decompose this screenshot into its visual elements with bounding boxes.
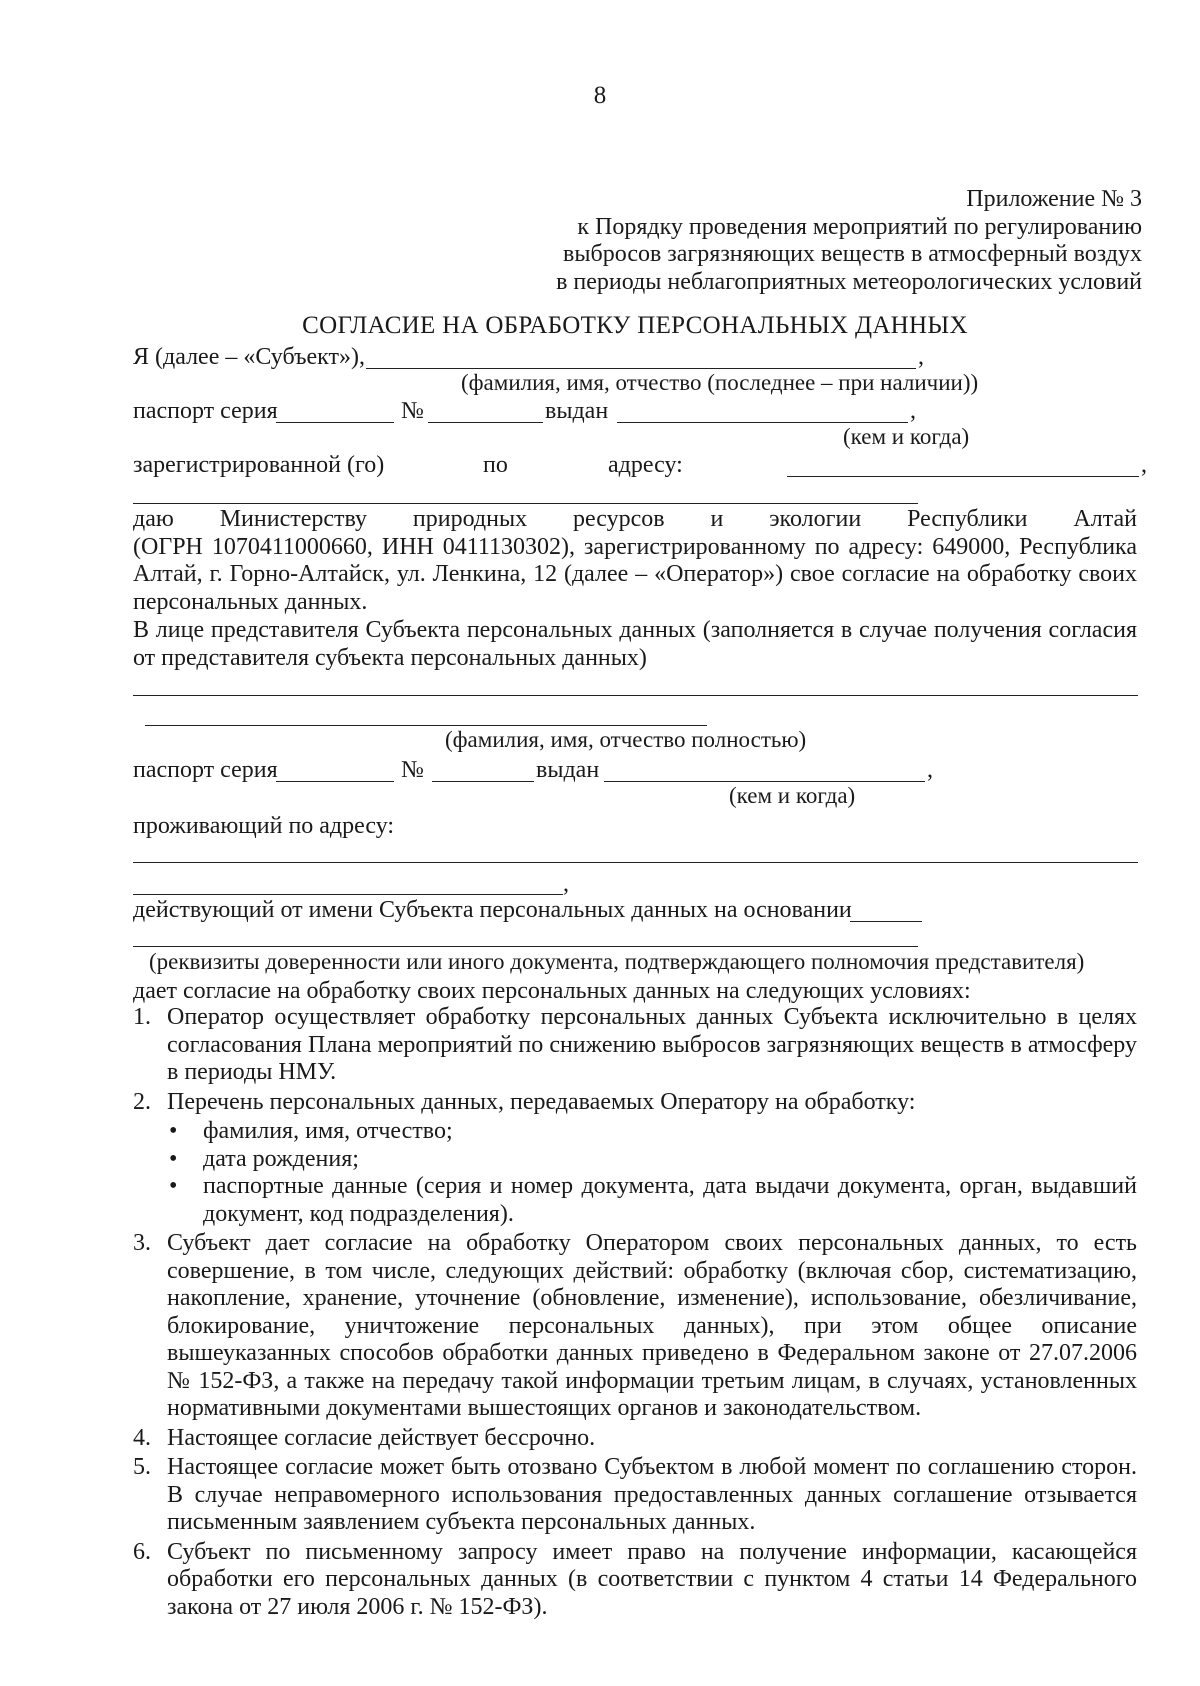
item-number: 4. <box>133 1424 151 1451</box>
passport-series-label: паспорт серия <box>133 398 278 424</box>
list-item <box>133 1089 1137 1117</box>
passport-series-field[interactable] <box>276 422 394 423</box>
bullet-item <box>133 1118 1137 1146</box>
bullet-icon: • <box>169 1145 178 1172</box>
rep-passport-number-field[interactable] <box>432 781 534 782</box>
comma: , <box>910 398 916 424</box>
basis-field-2[interactable] <box>133 946 918 947</box>
address-label: адресу: <box>608 452 683 478</box>
comma: , <box>918 344 924 370</box>
rep-passport-series-field[interactable] <box>276 781 394 782</box>
consent-line-1: даю Министерству природных ресурсов и экологии Республики Алтай <box>133 506 1137 532</box>
representative-intro: В лице представителя Субъекта персональных данных (заполняется в случае получения согласия от представителя субъекта персональных данных) <box>133 617 1137 671</box>
passport-number-field[interactable] <box>428 422 543 423</box>
residing-label: проживающий по адресу: <box>133 813 395 839</box>
item-number: 1. <box>133 1004 151 1030</box>
bullet-text: паспортные данные (серия и номер документа, дата выдачи документа, орган, выдавший документ, код подразделения). <box>203 1173 1137 1227</box>
po-label: по <box>483 452 508 478</box>
appendix-line: Приложение № 3 <box>966 186 1142 212</box>
rep-address-field[interactable] <box>133 862 1138 863</box>
appendix-header <box>556 186 1142 296</box>
list-item <box>133 1539 1137 1622</box>
bullet-icon: • <box>169 1118 178 1144</box>
item-number: 3. <box>133 1230 151 1256</box>
issued-by-field[interactable] <box>617 422 908 423</box>
list-item <box>133 1230 1137 1423</box>
number-sign: № <box>401 398 424 424</box>
subject-fio-field[interactable] <box>366 368 916 369</box>
item-number: 5. <box>133 1454 151 1480</box>
passport-series-label: паспорт серия <box>133 757 278 783</box>
item-text: Субъект по письменному запросу имеет право на получение информации, касающейся обработки его персональных данных (в соответствии с пунктом 4 статьи 14 Федерального закона от 27 июля 2006 г. № 152-ФЗ). <box>167 1538 1137 1620</box>
fio-full-note: (фамилия, имя, отчество полностью) <box>445 727 807 752</box>
fio-note: (фамилия, имя, отчество (последнее – при наличии)) <box>461 370 979 395</box>
comma: , <box>1141 452 1147 478</box>
list-item <box>133 1004 1137 1087</box>
appendix-line: выбросов загрязняющих веществ в атмосферный воздух <box>563 241 1142 267</box>
item-text: Настоящее согласие действует бессрочно. <box>167 1424 596 1451</box>
issued-label: выдан <box>545 398 609 424</box>
number-sign: № <box>401 757 424 783</box>
basis-field[interactable] <box>850 921 922 922</box>
item-number: 2. <box>133 1088 151 1115</box>
document-title: СОГЛАСИЕ НА ОБРАБОТКУ ПЕРСОНАЛЬНЫХ ДАННЫХ <box>302 312 968 339</box>
comma: , <box>927 757 933 783</box>
who-when-note: (кем и когда) <box>843 424 970 449</box>
list-item <box>133 1454 1137 1537</box>
appendix-line: к Порядку проведения мероприятий по регулированию <box>577 213 1142 240</box>
representative-fio-field[interactable] <box>133 695 1138 696</box>
gives-consent-label: дает согласие на обработку своих персональных данных на следующих условиях: <box>133 978 971 1004</box>
issued-label: выдан <box>536 757 600 783</box>
registered-label: зарегистрированной (го) <box>133 452 385 478</box>
page-number: 8 <box>593 82 607 109</box>
who-when-note: (кем и когда) <box>729 783 856 808</box>
bullet-item <box>133 1146 1137 1174</box>
consent-paragraph <box>133 506 1137 616</box>
bullet-icon: • <box>169 1173 178 1199</box>
list-item <box>133 1425 1137 1453</box>
item-text: Субъект дает согласие на обработку Оператором своих персональных данных, то есть совершение, в том числе, следующих действий: обработку (включая сбор, систематизацию, накопление, хранение, уточнение (обновление, изменение), использование, обезличивание, блокирование, уничтожение персональных данных), при этом общее описание вышеуказанных способов обработки данных приведено в Федеральном законе от 27.07.2006 № 152-ФЗ, а также на передачу такой информации третьим лицам, в случаях, установленных нормативными документами вышестоящих органов и законодательством. <box>167 1230 1137 1421</box>
acting-label: действующий от имени Субъекта персональных данных на основании <box>133 897 852 923</box>
item-text: Перечень персональных данных, передаваемых Оператору на обработку: <box>167 1088 916 1115</box>
bullet-item <box>133 1173 1137 1228</box>
rep-address-field-2[interactable] <box>133 894 563 895</box>
rep-issued-by-field[interactable] <box>604 781 925 782</box>
item-number: 6. <box>133 1538 151 1565</box>
bullet-text: дата рождения; <box>203 1145 359 1172</box>
item-text: Настоящее согласие может быть отозвано Субъектом в любой момент по соглашению сторон. В случае неправомерного использования предоставленных данных соглашение отзывается письменным заявлением субъекта персональных данных. <box>167 1454 1137 1535</box>
address-field-continued[interactable] <box>133 503 918 504</box>
item-text: Оператор осуществляет обработку персональных данных Субъекта исключительно в целях согласования Плана мероприятий по снижению выбросов загрязняющих веществ в атмосферу в периоды НМУ. <box>167 1004 1137 1085</box>
subject-label: Я (далее – «Субъект»), <box>133 344 365 370</box>
appendix-line: в периоды неблагоприятных метеорологических условий <box>556 268 1142 295</box>
comma: , <box>563 871 569 897</box>
requisites-note: (реквизиты доверенности или иного документа, подтверждающего полномочия представителя) <box>149 949 1085 974</box>
address-field[interactable] <box>787 476 1139 477</box>
consent-rest: (ОГРН 1070411000660, ИНН 0411130302), зарегистрированному по адресу: 649000, Республика Алтай, г. Горно-Алтайск, ул. Ленкина, 12 (далее – «Оператор») свое согласие на обработку своих персональных данных. <box>133 533 1137 615</box>
conditions-list <box>133 1004 1137 1623</box>
bullet-text: фамилия, имя, отчество; <box>203 1118 453 1144</box>
representative-fio-field-2[interactable] <box>145 725 707 726</box>
